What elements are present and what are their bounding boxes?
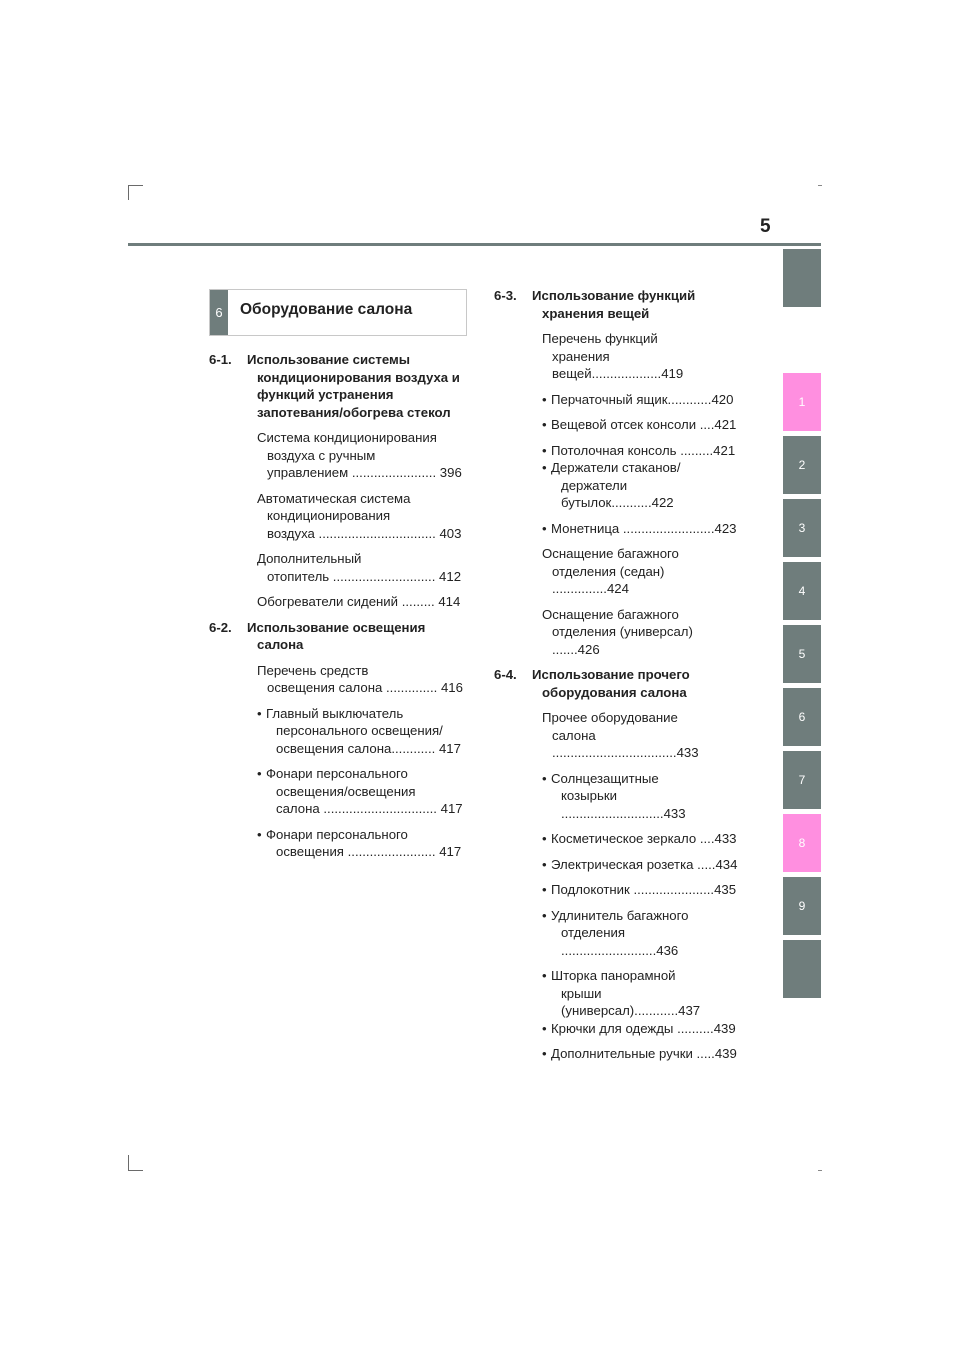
chapter-number: 6-2.	[209, 619, 232, 635]
bullet-icon: •	[542, 968, 547, 983]
crop-mark-top-right	[818, 185, 822, 186]
toc-sub-glovebox[interactable]: • Перчаточный ящик............420	[542, 391, 734, 407]
crop-mark-top-left-h	[128, 185, 143, 186]
chapter-title: Использование системы кондиционирования воздуха и функций устранения запотевания/обогрева стекол	[247, 352, 460, 420]
sidebar-tab-8[interactable]: 8	[783, 814, 821, 872]
section-number: 6	[210, 290, 228, 335]
toc-entry-interior-lights-list[interactable]: Перечень средств освещения салона .............. 416	[257, 662, 463, 695]
toc-sub-personal-interior-lights[interactable]: • Фонари персонального освещения/освещения салона ............................... 417	[257, 766, 463, 816]
bullet-icon: •	[257, 766, 262, 781]
sidebar-tab-1[interactable]: 1	[783, 373, 821, 431]
toc-sub-assist-grips[interactable]: • Дополнительные ручки .....439	[542, 1046, 737, 1061]
toc-right-column	[494, 287, 742, 1071]
bullet-icon: •	[542, 856, 547, 872]
toc-entry-aux-heater[interactable]: Дополнительный отопитель ............................ 412	[257, 551, 462, 584]
chapter-6-1[interactable]	[209, 351, 466, 421]
sidebar-tab-blank-bottom[interactable]	[783, 940, 821, 998]
toc-entry-trunk-wagon[interactable]: Оснащение багажного отделения (универсал) .......426	[542, 606, 693, 657]
toc-sub-vanity-mirror[interactable]: • Косметическое зеркало ....433	[542, 831, 737, 846]
toc-entry-storage-list[interactable]: Перечень функций хранения вещей...................419	[542, 331, 684, 381]
bullet-icon: •	[257, 826, 262, 842]
section-title: Оборудование салона	[240, 301, 413, 318]
toc-sub-personal-lights[interactable]: • Фонари персонального освещения ........................ 417	[257, 826, 462, 859]
bullet-icon: •	[542, 907, 547, 923]
crop-mark-bottom-left-v	[128, 1155, 129, 1170]
bullet-icon: •	[542, 770, 547, 786]
toc-sub-power-outlet[interactable]: • Электрическая розетка .....434	[542, 856, 738, 872]
chapter-6-4[interactable]	[494, 666, 742, 701]
toc-sub-panoramic-shade[interactable]: • Шторка панорамной крыши (универсал)............437	[542, 968, 701, 1018]
toc-sub-coin-holder[interactable]: • Монетница .........................423	[542, 520, 737, 536]
section-heading	[209, 289, 467, 336]
bullet-icon: •	[542, 460, 547, 475]
sidebar-tab-blank-top[interactable]	[783, 249, 821, 307]
toc-entry-other-equipment[interactable]: Прочее оборудование салона ..................................433	[542, 710, 699, 760]
bullet-icon: •	[542, 1020, 547, 1036]
bullet-icon: •	[542, 391, 547, 407]
bullet-icon: •	[542, 831, 547, 846]
sidebar-tab-5[interactable]: 5	[783, 625, 821, 683]
bullet-icon: •	[542, 882, 547, 897]
chapter-title: Использование прочего оборудования салона	[532, 667, 690, 700]
chapter-title: Использование функций хранения вещей	[532, 288, 696, 321]
toc-sub-main-switch[interactable]: • Главный выключатель персонального освещения/ освещения салона............ 417	[257, 705, 461, 756]
chapter-number: 6-1.	[209, 352, 232, 367]
sidebar-tab-4[interactable]: 4	[783, 562, 821, 620]
toc-entry-auto-climate[interactable]: Автоматическая система кондиционирования воздуха ................................ 403	[257, 490, 462, 541]
chapter-title: Использование освещения салона	[247, 619, 426, 652]
toc-entry-seat-heaters[interactable]: Обогреватели сидений ......... 414	[257, 594, 461, 609]
toc-sub-coat-hooks[interactable]: • Крючки для одежды ..........439	[542, 1020, 736, 1036]
toc-sub-sun-visors[interactable]: • Солнцезащитные козырьки ............................433	[542, 770, 686, 821]
header-rule	[128, 243, 821, 246]
crop-mark-bottom-left-h	[128, 1170, 143, 1171]
chapter-6-2[interactable]	[209, 619, 466, 654]
toc-sub-overhead-console[interactable]: • Потолочная консоль .........421	[542, 442, 736, 458]
chapter-6-3[interactable]	[494, 287, 742, 322]
toc-sub-cup-holders[interactable]: • Держатели стаканов/ держатели бутылок...........422	[542, 460, 681, 510]
toc-sub-trunk-extender[interactable]: • Удлинитель багажного отделения ..........................436	[542, 907, 689, 958]
sidebar-tab-3[interactable]: 3	[783, 499, 821, 557]
bullet-icon: •	[542, 417, 547, 432]
sidebar-tab-6[interactable]: 6	[783, 688, 821, 746]
bullet-icon: •	[542, 520, 547, 536]
sidebar-tab-7[interactable]: 7	[783, 751, 821, 809]
crop-mark-bottom-right	[818, 1170, 822, 1171]
toc-entry-manual-climate[interactable]: Система кондиционирования воздуха с ручным управлением ....................... 396	[257, 430, 462, 480]
sidebar-tab-9[interactable]: 9	[783, 877, 821, 935]
chapter-number: 6-3.	[494, 288, 517, 303]
bullet-icon: •	[257, 705, 262, 721]
crop-mark-top-left-v	[128, 185, 129, 200]
bullet-icon: •	[542, 442, 547, 458]
toc-left-column	[209, 351, 466, 869]
page-number: 5	[760, 216, 771, 237]
toc-sub-console-box[interactable]: • Вещевой отсек консоли ....421	[542, 417, 737, 432]
toc-entry-trunk-sedan[interactable]: Оснащение багажного отделения (седан) ...............424	[542, 546, 679, 596]
sidebar-tab-2[interactable]: 2	[783, 436, 821, 494]
chapter-number: 6-4.	[494, 667, 517, 682]
toc-sub-armrest[interactable]: • Подлокотник ......................435	[542, 882, 737, 897]
bullet-icon: •	[542, 1046, 547, 1061]
